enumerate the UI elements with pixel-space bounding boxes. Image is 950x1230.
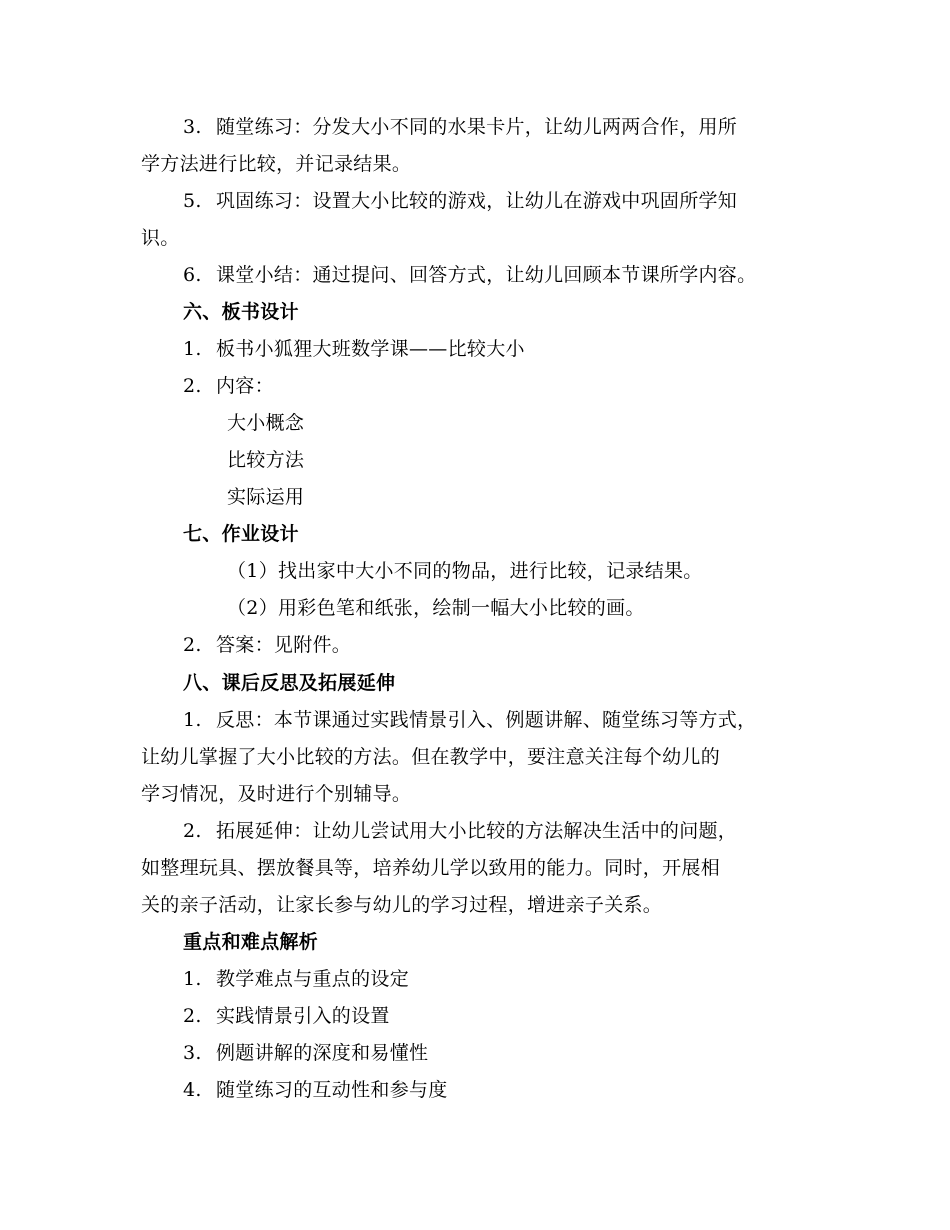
sub-item: 比较方法 bbox=[227, 449, 305, 471]
paragraph-text: 课堂小结：通过提问、回答方式，让幼儿回顾本节课所学内容。 bbox=[216, 264, 757, 286]
item-number: 1. bbox=[183, 709, 202, 731]
section-heading-board-design: 六、板书设计 bbox=[183, 301, 299, 323]
item-number: 6. bbox=[183, 264, 202, 286]
paragraph-reflection bbox=[183, 707, 756, 733]
list-item bbox=[183, 336, 525, 362]
item-text: 板书小狐狸大班数学课——比较大小 bbox=[216, 338, 525, 360]
item-text: 答案：见附件。 bbox=[216, 634, 352, 656]
item-text: 实践情景引入的设置 bbox=[216, 1005, 390, 1027]
section-heading-key-points: 重点和难点解析 bbox=[183, 931, 319, 953]
item-number: 4. bbox=[183, 1079, 202, 1101]
item-number: 1. bbox=[183, 968, 202, 990]
homework-question: （1）找出家中大小不同的物品，进行比较，记录结果。 bbox=[227, 560, 703, 582]
item-number: 2. bbox=[183, 1005, 202, 1027]
paragraph-line: 如整理玩具、摆放餐具等，培养幼儿学以致用的能力。同时，开展相 bbox=[141, 857, 721, 879]
paragraph-line: 学习情况，及时进行个别辅导。 bbox=[141, 783, 412, 805]
item-number: 2. bbox=[183, 820, 202, 842]
list-item bbox=[183, 1003, 390, 1029]
item-text: 内容： bbox=[216, 375, 274, 397]
item-number: 5. bbox=[183, 190, 202, 212]
item-text: 例题讲解的深度和易懂性 bbox=[216, 1042, 429, 1064]
paragraph-practice bbox=[183, 114, 737, 140]
list-item bbox=[183, 1040, 428, 1066]
homework-question: （2）用彩色笔和纸张，绘制一幅大小比较的画。 bbox=[227, 597, 645, 619]
item-number: 1. bbox=[183, 338, 202, 360]
paragraph-line: 让幼儿掌握了大小比较的方法。但在教学中，要注意关注每个幼儿的 bbox=[141, 746, 721, 768]
item-number: 2. bbox=[183, 375, 202, 397]
sub-item: 实际运用 bbox=[227, 486, 305, 508]
item-text: 随堂练习的互动性和参与度 bbox=[216, 1079, 448, 1101]
paragraph-text: 拓展延伸：让幼儿尝试用大小比较的方法解决生活中的问题， bbox=[216, 820, 738, 842]
item-number: 3. bbox=[183, 116, 202, 138]
paragraph-extension bbox=[183, 818, 737, 844]
list-item bbox=[183, 966, 409, 992]
paragraph-text: 巩固练习：设置大小比较的游戏，让幼儿在游戏中巩固所学知 bbox=[216, 190, 738, 212]
paragraph-consolidation bbox=[183, 188, 737, 214]
item-number: 2. bbox=[183, 634, 202, 656]
list-item bbox=[183, 632, 351, 658]
paragraph-line: 学方法进行比较，并记录结果。 bbox=[141, 153, 412, 175]
paragraph-line: 关的亲子活动，让家长参与幼儿的学习过程，增进亲子关系。 bbox=[141, 894, 663, 916]
paragraph-text: 随堂练习：分发大小不同的水果卡片，让幼儿两两合作，用所 bbox=[216, 116, 738, 138]
section-heading-reflection: 八、课后反思及拓展延伸 bbox=[183, 672, 396, 694]
sub-item: 大小概念 bbox=[227, 412, 305, 434]
item-text: 教学难点与重点的设定 bbox=[216, 968, 410, 990]
section-heading-homework: 七、作业设计 bbox=[183, 523, 299, 545]
paragraph-line: 识。 bbox=[141, 227, 180, 249]
paragraph-summary bbox=[183, 262, 756, 288]
list-item bbox=[183, 1077, 448, 1103]
list-item bbox=[183, 373, 274, 399]
item-number: 3. bbox=[183, 1042, 202, 1064]
paragraph-text: 反思：本节课通过实践情景引入、例题讲解、随堂练习等方式， bbox=[216, 709, 757, 731]
